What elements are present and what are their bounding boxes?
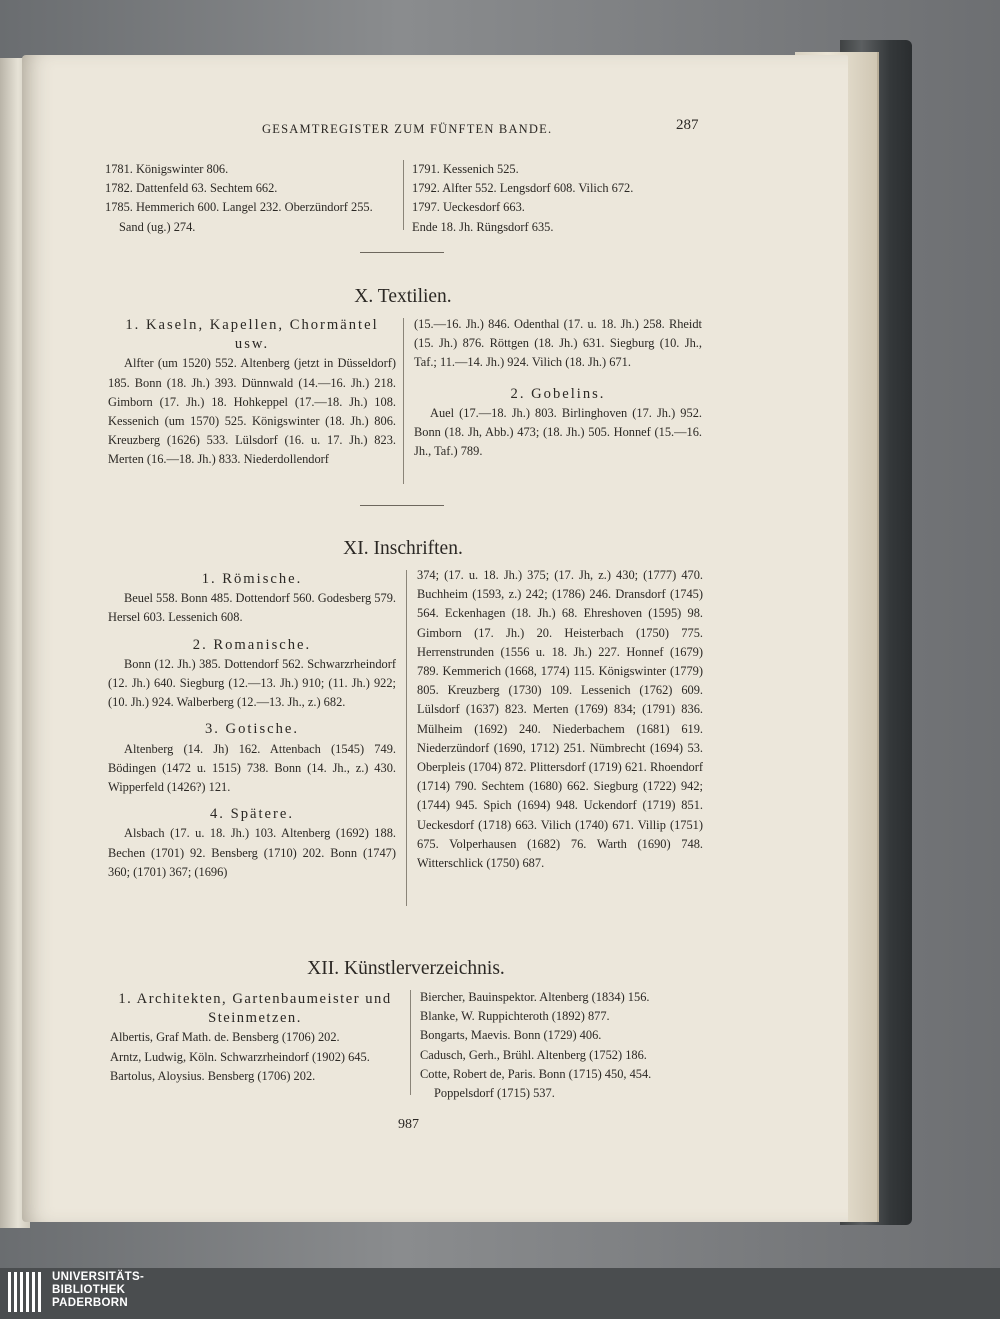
list-item: Ende 18. Jh. Rüngsdorf 635. [412,219,554,234]
library-footer-bar [0,1268,1000,1319]
top-right-column [412,160,702,237]
index-entry: Albertis, Graf Math. de. Bensberg (1706) 202. [110,1030,340,1045]
index-entry: Arntz, Ludwig, Köln. Schwarzrheindorf (1902) 645. [110,1049,370,1064]
index-entry: Bongarts, Maevis. Bonn (1729) 406. [420,1028,602,1043]
running-title: GESAMTREGISTER ZUM FÜNFTEN BANDE. [262,122,553,136]
index-entry: Alfter (um 1520) 552. Altenberg (jetzt in Düsseldorf) 185. Bonn (18. Jh.) 393. Dünnwald (14.—16. Jh.) 218. Gimborn (17. Jh.) 18. Hohkeppel (17.—18. Jh.) 108. Kessenich (um 1570) 525. Königswinter (18. Jh.) 806. Kreuzberg (1626) 533. Lülsdorf (16. u. 17. Jh.) 823. Merten (16.—18. Jh.) 833. Niederdollendorf [108,356,396,467]
column-divider [410,990,411,1095]
list-item: 1781. Königswinter 806. [105,162,229,176]
section-rule [360,505,444,506]
top-left-column [105,160,395,237]
subsection-title: 1. Architekten, Gartenbaumeister und Steinmetzen. [118,991,392,1027]
index-entry: Altenberg (14. Jh) 162. Attenbach (1545) 749. Bödingen (1472 u. 1515) 738. Bonn (14. Jh., z.) 430. Wipperfeld (1426?) 121. [108,741,396,795]
column-divider [403,160,404,230]
index-entry: Auel (17.—18. Jh.) 803. Birlinghoven (17. Jh.) 952. Bonn (18. Jh, Abb.) 473; (18. Jh.) 505. Honnef (15.—16. Jh., Taf.) 789. [414,405,702,459]
list-item: 1782. Dattenfeld 63. Sechtem 662. [105,181,278,196]
textilien-right-column [414,315,702,461]
index-entry: Bartolus, Aloysius. Bensberg (1706) 202. [110,1068,316,1083]
index-entry: Beuel 558. Bonn 485. Dottendorf 560. Godesberg 579. Hersel 603. Lessenich 608. [108,591,396,625]
textilien-left-column [108,316,396,470]
logo-line: UNIVERSITÄTS- [52,1271,145,1283]
list-item: 1797. Ueckesdorf 663. [412,200,525,215]
subsection-title: 2. Gobelins. [510,385,606,402]
section-title-inschriften: XI. Inschriften. [343,538,463,559]
index-entry: Blanke, W. Ruppichteroth (1892) 877. [420,1009,610,1024]
index-entry: Alsbach (17. u. 18. Jh.) 103. Altenberg (1692) 188. Bechen (1701) 92. Bensberg (1710) 202. Bonn (1747) 360; (1701) 367; (1696) [108,826,396,879]
index-entry: (15.—16. Jh.) 846. Odenthal (17. u. 18. Jh.) 258. Rheidt (15. Jh.) 876. Röttgen (18. Jh.) 631. Siegburg (10. Jh., Taf.; 11.—14. Jh.) 924. Vilich (18. Jh.) 671. [414,317,702,370]
index-entry: Cotte, Robert de, Paris. Bonn (1715) 450, 454. Poppelsdorf (1715) 537. [420,1066,652,1101]
section-title-kuenstlerverzeichnis: XII. Künstlerverzeichnis. [307,958,505,979]
page-number: 287 [676,117,699,133]
library-logo-icon [8,1272,44,1312]
list-item: 1785. Hemmerich 600. Langel 232. Oberzündorf 255. Sand (ug.) 274. [105,200,373,234]
subsection-title: 1. Römische. [201,571,303,587]
subsection-title: 2. Romanische. [192,636,312,653]
subsection-title: 1. Kaseln, Kapellen, Chormäntel usw. [125,317,379,353]
index-entry: Bonn (12. Jh.) 385. Dottendorf 562. Schwarzrheindorf (12. Jh.) 640. Siegburg (12.—13. Jh.) 910; (11. Jh.) 922; (10. Jh.) 924. Walberberg (12.—13. Jh., z.) 682. [108,656,396,710]
list-item: 1791. Kessenich 525. [412,162,519,176]
index-entry: 374; (17. u. 18. Jh.) 375; (17. Jh, z.) 430; (1777) 470. Buchheim (1593, z.) 242; (1786) 246. Dransdorf (1745) 564. Eckenhagen (18. Jh.) 68. Ehreshoven (1595) 98. Gimborn (17. Jh.) 20. Heisterbach (1750) 775. Herrenstrunden (1556 u. 18. Jh.) 227. Honnef (1679) 789. Kemmerich (1668, 1774) 115. Königswinter (1779) 805. Kreuzberg (1730) 109. Lessenich (1762) 609. Lülsdorf (1637) 823. Merten (1769) 834; (1791) 836. Mülheim (1692) 240. Niederbachem (1681) 619. Niederzündorf (1690, 1712) 251. Nümbrecht (1694) 53. Oberpleis (1704) 872. Plittersdorf (1719) 621. Rhoendorf (1714) 790. Sechtem (1680) 662. Siegburg (1722) 942; (1744) 945. Spich (1694) 948. Uckendorf (1719) 851. Ueckesdorf (1718) 663. Vilich (1740) 671. Villip (1751) 675. Volperhausen (1682) 76. Warth (1690) 748. Witterschlick (1750) 687. [417,568,703,871]
column-divider [406,570,407,906]
column-divider [403,318,404,484]
section-title-textilien: X. Textilien. [354,286,452,307]
logo-line: PADERBORN [52,1297,128,1309]
section-rule [360,252,444,253]
kuenstler-right-column [420,988,706,1103]
inschriften-left-column [108,570,396,882]
index-entry: Biercher, Bauinspektor. Altenberg (1834) 156. [420,990,650,1004]
logo-line: BIBLIOTHEK [52,1284,126,1296]
subsection-title: 4. Spätere. [209,806,294,823]
signature-mark: 987 [398,1117,419,1132]
subsection-title: 3. Gotische. [204,721,300,738]
list-item: 1792. Alfter 552. Lengsdorf 608. Vilich 672. [412,181,634,196]
kuenstler-left-column [110,990,400,1086]
inschriften-right-column [417,566,703,873]
library-logo-text [52,1271,144,1310]
index-entry: Cadusch, Gerh., Brühl. Altenberg (1752) 186. [420,1047,647,1062]
